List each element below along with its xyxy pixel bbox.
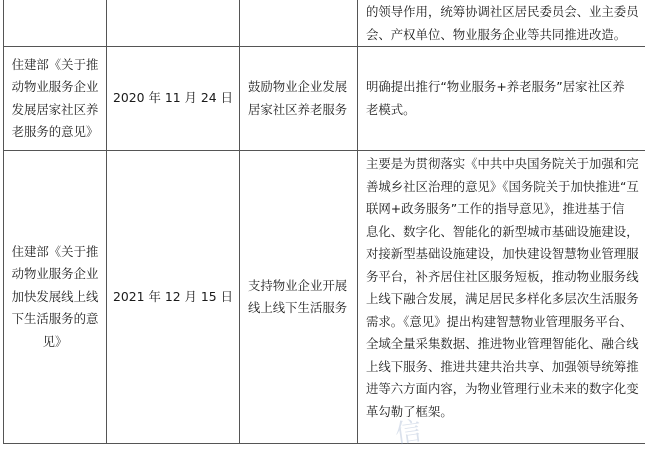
policy-name-cell (4, 151, 107, 444)
content-line: 革勾勒了框架。 (366, 401, 645, 424)
content-line: 上线下融合发展，满足居民多样化多层次生活服务 (366, 288, 645, 311)
content-cell (358, 47, 645, 151)
date-cell (107, 151, 240, 444)
content-line: 明确提出推行“物业服务+养老服务”居家社区养 (366, 76, 645, 99)
goal-cell (240, 47, 358, 151)
content-line: 进等六方面内容，为物业管理行业未来的数字化变 (366, 378, 645, 401)
policy-name-cell (4, 47, 107, 151)
content-line: 对接新型基础设施建设，加快建设智慧物业管理服 (366, 243, 645, 266)
policy-name-line: 动物业服务企业 (6, 263, 104, 286)
policy-name-line: 加快发展线上线 (6, 286, 104, 309)
policy-name-line: 发展居家社区养 (6, 99, 104, 122)
content-line: 的领导作用，统筹协调社区居民委员会、业主委员 (366, 1, 645, 24)
goal-line: 线上线下生活服务 (248, 297, 357, 320)
date-cell (107, 47, 240, 151)
goal-line: 鼓励物业企业发展 (248, 76, 357, 99)
content-line: 需求。《意见》提出构建智慧物业管理服务平台、 (366, 311, 645, 334)
content-line: 上线下服务、推进共建共治共享、加强领导统筹推 (366, 356, 645, 379)
content-line: 全域全量采集数据、推进物业管理智能化、融合线 (366, 333, 645, 356)
content-line: 老模式。 (366, 99, 645, 122)
watermark: 信 (393, 410, 428, 451)
content-line: 联网+政务服务”工作的指导意见》，推进基于信 (366, 198, 645, 221)
table-row (4, 0, 645, 47)
policy-name-cell (4, 0, 107, 47)
table-row (4, 151, 645, 444)
policy-table (3, 0, 645, 444)
policy-name-line: 老服务的意见》 (6, 121, 104, 144)
date-cell (107, 0, 240, 47)
goal-cell (240, 0, 358, 47)
content-line: 善城乡社区治理的意见》《国务院关于加快推进“互 (366, 176, 645, 199)
date-text: 2021 年 12 月 15 日 (113, 289, 233, 304)
goal-line: 居家社区养老服务 (248, 99, 357, 122)
policy-name-line: 住建部《关于推 (6, 241, 104, 264)
policy-name-line: 见》 (6, 331, 104, 354)
policy-name-line: 下生活服务的意 (6, 308, 104, 331)
table-row (4, 47, 645, 151)
content-line: 息化、数字化、智能化的新型城市基础设施建设， (366, 221, 645, 244)
policy-name-line: 动物业服务企业 (6, 76, 104, 99)
content-cell (358, 0, 645, 47)
content-cell (358, 151, 645, 444)
policy-name-line: 住建部《关于推 (6, 54, 104, 77)
date-text: 2020 年 11 月 24 日 (113, 90, 233, 105)
content-line: 务平台，补齐居住社区服务短板，推动物业服务线 (366, 266, 645, 289)
content-line: 会、产权单位、物业服务企业等共同推进改造。 (366, 24, 645, 47)
goal-line: 支持物业企业开展 (248, 275, 357, 298)
content-line: 主要是为贯彻落实《中共中央国务院关于加强和完 (366, 153, 645, 176)
goal-cell (240, 151, 358, 444)
